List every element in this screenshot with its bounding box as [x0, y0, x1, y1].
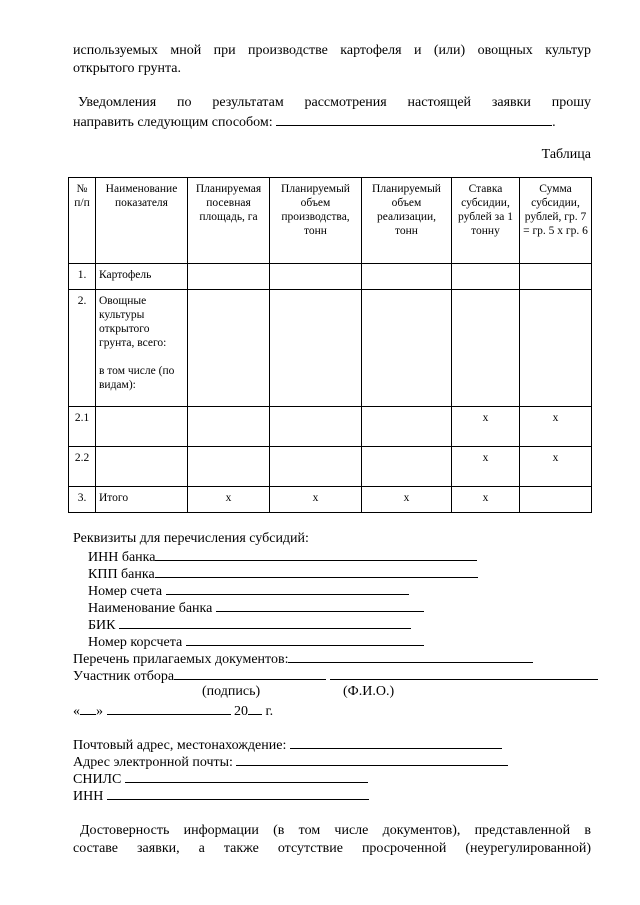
table-row [69, 290, 592, 407]
cell[interactable] [188, 447, 270, 487]
intro-line-2: открытого грунта. [73, 61, 182, 76]
cell: x [270, 487, 362, 513]
header-sales: Планируемый объем реализации, тонн [362, 178, 452, 264]
cell: x [520, 447, 592, 487]
row-name[interactable] [96, 447, 188, 487]
intro-line-1: используемых мной при производстве картофеля и (или) овощных культур [73, 43, 591, 58]
table-row [69, 487, 592, 513]
cell[interactable] [188, 264, 270, 290]
requisites-title: Реквизиты для перечисления субсидий: [73, 531, 309, 546]
cell: x [520, 407, 592, 447]
participant-label: Участник отбора [73, 669, 175, 684]
row-name: Итого [96, 487, 188, 513]
cell: x [188, 487, 270, 513]
snils-label: СНИЛС [73, 772, 122, 787]
row-name[interactable] [96, 407, 188, 447]
notification-line-2 [73, 112, 593, 132]
cell[interactable] [270, 407, 362, 447]
header-production: Планируемый объем производства, тонн [270, 178, 362, 264]
bank-name-label: Наименование банка [88, 601, 213, 616]
cell[interactable] [520, 290, 592, 407]
date-month-field[interactable] [107, 701, 231, 715]
cell[interactable] [362, 290, 452, 407]
inn-label: ИНН [73, 789, 104, 804]
inn-bank-field[interactable] [155, 547, 477, 561]
cell[interactable] [362, 407, 452, 447]
row-name: Картофель [96, 264, 188, 290]
account-label: Номер счета [88, 584, 163, 599]
postal-label: Почтовый адрес, местонахождение: [73, 738, 287, 753]
notification-prefix: направить следующим способом: [73, 115, 273, 130]
cell: x [452, 407, 520, 447]
header-sum: Сумма субсидии, рублей, гр. 7 = гр. 5 x гр. 6 [520, 178, 592, 264]
snils-field[interactable] [125, 769, 368, 783]
header-rate: Ставка субсидии, рублей за 1 тонну [452, 178, 520, 264]
row-num: 3. [69, 487, 96, 513]
corr-account-label: Номер корсчета [88, 635, 183, 650]
bottom-line-2: составе заявки, а также отсутствие просроченной (неурегулированной) [73, 841, 591, 856]
kpp-bank-field[interactable] [155, 564, 478, 578]
cell[interactable] [188, 290, 270, 407]
cell[interactable] [270, 290, 362, 407]
inn-field[interactable] [107, 786, 369, 800]
subsidy-table [68, 177, 592, 513]
participant-row [73, 666, 598, 685]
documents-label: Перечень прилагаемых документов: [73, 652, 289, 667]
email-label: Адрес электронной почты: [73, 755, 233, 770]
bank-name-field[interactable] [216, 598, 424, 612]
notification-method-field[interactable] [276, 112, 552, 126]
cell[interactable] [362, 447, 452, 487]
date-open-quote: « [73, 704, 80, 719]
cell[interactable] [362, 264, 452, 290]
table-row [69, 407, 592, 447]
fio-caption: (Ф.И.О.) [343, 684, 395, 699]
row-num: 2.1 [69, 407, 96, 447]
cell[interactable] [270, 264, 362, 290]
date-year-prefix: 20 [234, 704, 248, 719]
row-name-main: Овощные культуры открытого грунта, всего: [99, 295, 167, 349]
signature-caption: (подпись) [202, 684, 261, 699]
table-row [69, 264, 592, 290]
cell[interactable] [452, 290, 520, 407]
row-name [96, 290, 188, 407]
header-num: № п/п [69, 178, 96, 264]
inn-row [73, 786, 369, 805]
date-day-field[interactable] [80, 701, 96, 715]
cell: x [452, 447, 520, 487]
date-row [73, 701, 273, 720]
documents-field[interactable] [288, 649, 533, 663]
bik-field[interactable] [119, 615, 411, 629]
header-name: Наименование показателя [96, 178, 188, 264]
cell: x [362, 487, 452, 513]
cell[interactable] [270, 447, 362, 487]
row-num: 2. [69, 290, 96, 407]
email-field[interactable] [236, 752, 508, 766]
cell: x [452, 487, 520, 513]
signature-field[interactable] [174, 666, 326, 680]
kpp-bank-label: КПП банка [88, 567, 155, 582]
cell[interactable] [188, 407, 270, 447]
inn-bank-label: ИНН банка [88, 550, 156, 565]
corr-account-field[interactable] [186, 632, 424, 646]
account-field[interactable] [166, 581, 409, 595]
header-area: Планируемая посевная площадь, га [188, 178, 270, 264]
date-close-quote: » [96, 704, 103, 719]
notification-suffix: . [552, 115, 556, 130]
row-name-sub: в том числе (по видам): [99, 365, 175, 391]
row-num: 2.2 [69, 447, 96, 487]
cell[interactable] [452, 264, 520, 290]
cell[interactable] [520, 487, 592, 513]
notification-line-1: Уведомления по результатам рассмотрения настоящей заявки прошу [78, 95, 591, 110]
table-header-row [69, 178, 592, 264]
fio-field[interactable] [330, 666, 598, 680]
cell[interactable] [520, 264, 592, 290]
bottom-line-1: Достоверность информации (в том числе документов), представленной в [80, 823, 591, 838]
table-caption: Таблица [541, 147, 591, 162]
table-row [69, 447, 592, 487]
postal-field[interactable] [290, 735, 502, 749]
row-num: 1. [69, 264, 96, 290]
bik-label: БИК [88, 618, 116, 633]
date-year-field[interactable] [248, 701, 262, 715]
date-suffix: г. [265, 704, 274, 719]
